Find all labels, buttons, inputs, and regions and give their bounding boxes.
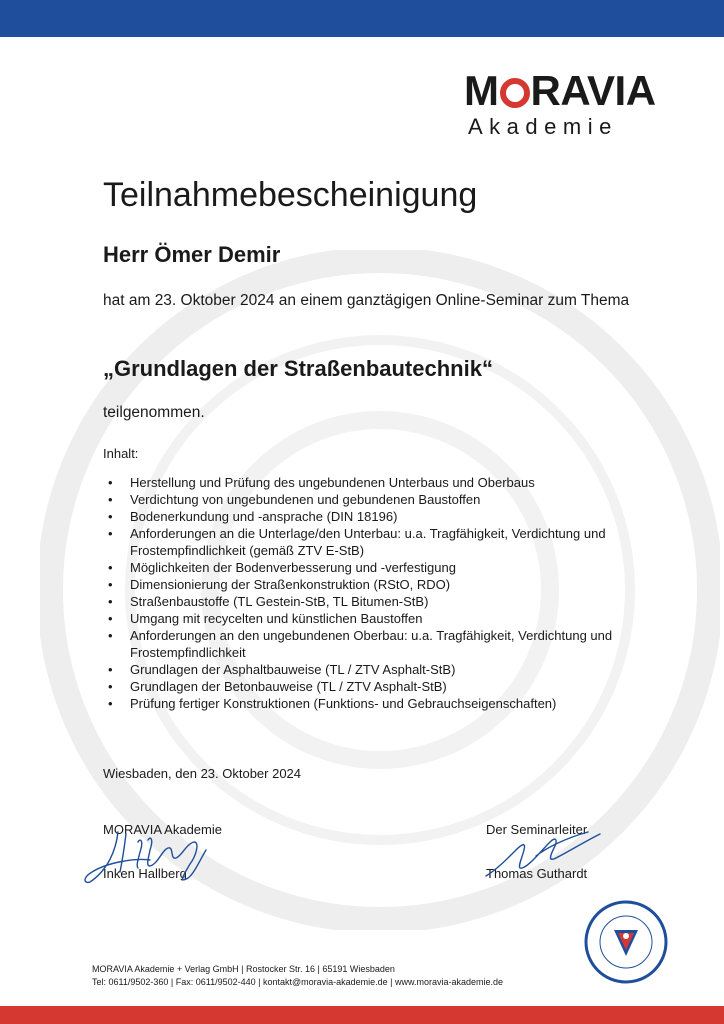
logo-wordmark (464, 67, 656, 114)
moravia-logo (464, 67, 684, 140)
list-item: • Grundlagen der Asphaltbauweise (TL / ZTV Asphalt-StB) (103, 661, 663, 678)
place-and-date: Wiesbaden, den 23. Oktober 2024 (103, 766, 302, 781)
list-item: • Grundlagen der Betonbauweise (TL / ZTV Asphalt-StB) (103, 678, 663, 695)
quality-seal-icon (584, 900, 668, 984)
bottom-footer-bar (0, 1006, 724, 1024)
footer-contact: Tel: 0611/9502-360 | Fax: 0611/9502-440 | kontakt@moravia-akademie.de | www.moravia-akademie.de (92, 977, 504, 987)
list-item: • Bodenerkundung und -ansprache (DIN 18196) (103, 508, 663, 525)
list-item: • Verdichtung von ungebundenen und gebundenen Baustoffen (103, 491, 663, 508)
signer-left-name: Inken Hallberg (103, 866, 187, 881)
list-item: • Umgang mit recycelten und künstlichen Baustoffen (103, 610, 663, 627)
logo-letter-m: M (464, 67, 499, 114)
logo-letters-rest: RAVIA (530, 67, 656, 114)
signer-left-organization: MORAVIA Akademie (103, 822, 222, 837)
logo-red-ring-icon (500, 78, 530, 108)
signer-right-role: Der Seminarleiter (486, 822, 588, 837)
seminar-title: „Grundlagen der Straßenbautechnik“ (103, 356, 493, 381)
list-item: • Prüfung fertiger Konstruktionen (Funktions- und Gebrauchseigenschaften) (103, 695, 663, 712)
list-item: • Anforderungen an die Unterlage/den Unterbau: u.a. Tragfähigkeit, Verdichtung und Frostempfindlichkeit (gemäß ZTV E-StB) (103, 525, 663, 559)
logo-subtitle: Akademie (468, 114, 618, 139)
list-item: • Anforderungen an den ungebundenen Oberbau: u.a. Tragfähigkeit, Verdichtung und Frostempfindlichkeit (103, 627, 663, 661)
signer-right-name: Thomas Guthardt (486, 866, 588, 881)
intro-text: hat am 23. Oktober 2024 an einem ganztägigen Online-Seminar zum Thema (103, 292, 630, 309)
top-header-bar (0, 0, 724, 37)
contents-list (103, 474, 663, 712)
recipient-name: Herr Ömer Demir (103, 242, 281, 267)
certificate-title: Teilnahmebescheinigung (103, 176, 478, 214)
contents-label: Inhalt: (103, 446, 139, 461)
list-item: • Dimensionierung der Straßenkonstruktion (RStO, RDO) (103, 576, 663, 593)
list-item: • Straßenbaustoffe (TL Gestein-StB, TL Bitumen-StB) (103, 593, 663, 610)
footer-address: MORAVIA Akademie + Verlag GmbH | Rostocker Str. 16 | 65191 Wiesbaden (92, 964, 395, 974)
list-item: • Herstellung und Prüfung des ungebundenen Unterbaus und Oberbaus (103, 474, 663, 491)
participated-text: teilgenommen. (103, 404, 205, 421)
signature-hallberg-icon (78, 820, 228, 890)
signature-guthardt-icon (476, 826, 606, 884)
list-item: • Möglichkeiten der Bodenverbesserung und -verfestigung (103, 559, 663, 576)
